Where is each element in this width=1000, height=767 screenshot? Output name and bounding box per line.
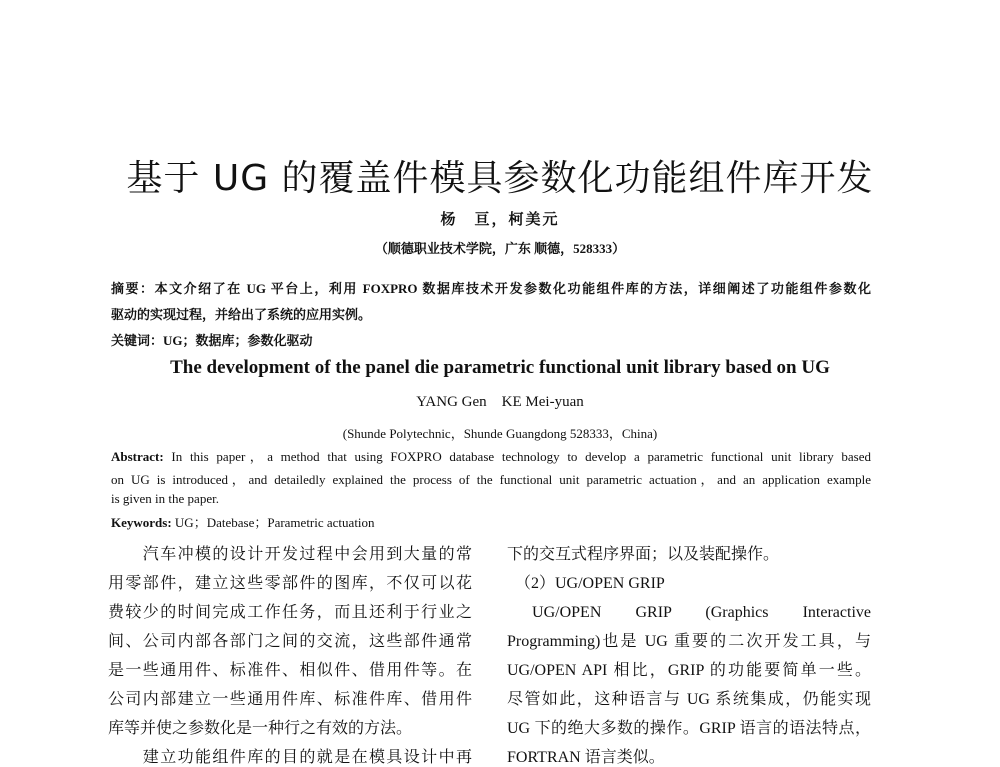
authors: 杨 亘，柯美元 xyxy=(440,212,560,228)
en-abstract-line: Abstract: In this paper，a method that using FOXPRO database technology to develop a parametric functional unit library based xyxy=(111,449,871,464)
en-abstract-line: is given in the paper. xyxy=(111,491,219,506)
cn-keywords-label: 关键词： xyxy=(111,333,164,348)
body-text-line: 下的交互式程序界面；以及装配操作。 xyxy=(507,546,780,563)
body-text-line: FORTRAN 语言类似。 xyxy=(507,749,665,766)
en-abstract-line: on UG is introduced，and detailedly explained the process of the functional unit parametric actuation，and an application example xyxy=(111,472,871,487)
paper-title: 基于 UG 的覆盖件模具参数化功能组件库开发 xyxy=(126,158,874,199)
body-text-line: （2）UG/OPEN GRIP xyxy=(507,575,665,592)
en-keywords: Keywords: UG；Datebase；Parametric actuation xyxy=(111,515,375,530)
body-text-line: Programming)也是 UG 重要的二次开发工具，与 xyxy=(507,633,871,650)
body-text-line: UG/OPEN API 相比，GRIP 的功能要简单一些。 xyxy=(507,662,871,679)
en-abstract-label: Abstract: xyxy=(111,449,164,464)
english-affiliation: (Shunde Polytechnic，Shunde Guangdong 528333，China) xyxy=(342,426,658,441)
body-text-line: 建立功能组件库的目的就是在模具设计中再 xyxy=(108,749,472,766)
body-text-line: UG 下的绝大多数的操作。GRIP 语言的语法特点， xyxy=(507,720,871,737)
cn-abstract-line: 驱动的实现过程，并给出了系统的应用实例。 xyxy=(111,307,372,322)
body-text-line: 库等并使之参数化是一种行之有效的方法。 xyxy=(108,720,413,737)
body-text-line: 汽车冲模的设计开发过程中会用到大量的常 xyxy=(108,546,472,563)
cn-abstract-label: 摘要： xyxy=(111,281,155,296)
cn-keywords: 关键词：UG；数据库；参数化驱动 xyxy=(111,333,313,348)
body-text-line: 是一些通用件、标准件、相似件、借用件等。在 xyxy=(108,662,472,679)
cn-abstract-line: 摘要：本文介绍了在 UG 平台上，利用 FOXPRO 数据库技术开发参数化功能组件库的方法，详细阐述了功能组件参数化 xyxy=(111,281,871,296)
body-text-line: 费较少的时间完成工作任务，而且还利于行业之 xyxy=(108,604,472,621)
english-authors: YANG Gen KE Mei-yuan xyxy=(416,394,584,410)
body-text-line: 用零部件，建立这些零部件的图库，不仅可以花 xyxy=(108,575,472,592)
body-text-line: 尽管如此，这种语言与 UG 系统集成，仍能实现 xyxy=(507,691,871,708)
en-keywords-label: Keywords: xyxy=(111,515,172,530)
body-text-line: 公司内部建立一些通用件库、标准件库、借用件 xyxy=(108,691,472,708)
english-title: The development of the panel die parametric functional unit library based on UG xyxy=(170,357,830,378)
affiliation: （顺德职业技术学院，广东 顺德，528333） xyxy=(374,241,626,256)
body-text-line: 间、公司内部各部门之间的交流，这些部件通常 xyxy=(108,633,472,650)
body-text-line: UG/OPEN GRIP (Graphics Interactive xyxy=(507,604,871,621)
